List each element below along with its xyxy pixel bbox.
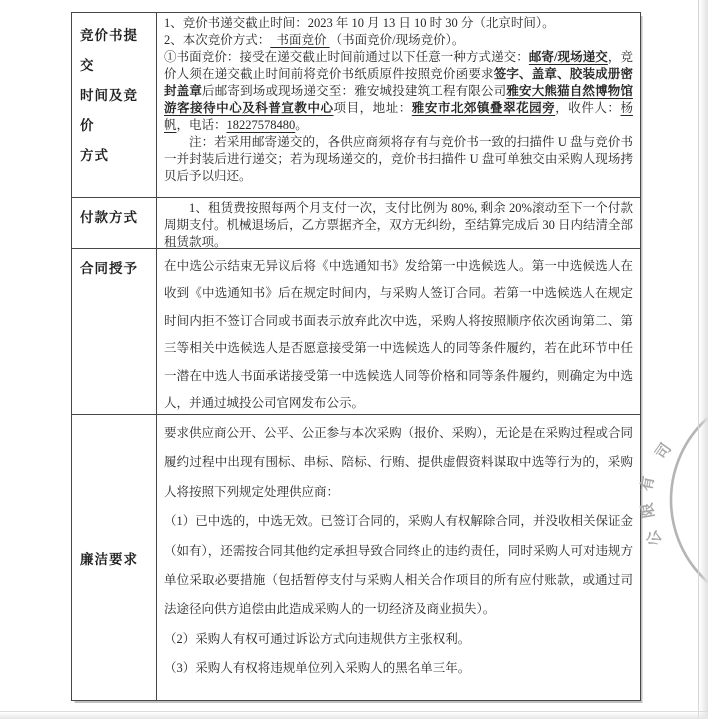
row-label-line: 时间及竞价	[80, 88, 138, 133]
paragraph-payment-terms: 1、租赁费按照每两个月支付一次，支付比例为 80%, 剩余 20%滚动至下一个付款周期支付。机械退场后，乙方票据齐全，双方无纠纷，至结算完成后 30 日内结清全部租赁款项。	[164, 201, 633, 249]
row-label-payment	[72, 198, 157, 248]
row-content-payment	[157, 198, 640, 248]
seal-char: 限	[639, 501, 658, 520]
seal-char: 公	[644, 526, 666, 548]
bold-text-run: 签字、盖章、胶装成册密封盖章	[164, 67, 633, 98]
row-label-line: 廉洁要求	[80, 551, 138, 567]
text-run: ，收件人：	[555, 101, 621, 115]
row-label-integrity	[72, 415, 157, 700]
paragraph-written-bid-details	[164, 49, 633, 134]
row-content-contract-award	[157, 249, 640, 414]
table-row-integrity	[72, 414, 640, 700]
paragraph-integrity-rule-3: （3）采购人有权将违规单位列入采购人的黑名单三年。	[164, 661, 471, 676]
underlined-text-run: 邮寄/现场递交	[528, 50, 608, 64]
underlined-text-run: 雅安大熊猫自然博物馆游客接待中心及科普宣教中心	[164, 84, 633, 115]
scan-edge-right	[698, 0, 708, 719]
seal-char: 有	[639, 475, 658, 493]
row-label-line: 竞价书提交	[80, 28, 138, 73]
scan-edge-bottom	[0, 711, 708, 719]
text-run: ，竞价人须在递交截止时间前将竞价书纸质原件按照竞价函要求	[164, 50, 633, 81]
table-row-bid-submission	[72, 13, 640, 197]
text-run: 后邮寄到场或现场递交至：雅安城投建筑工程有限公司	[202, 84, 507, 98]
paragraph-integrity-rule-1: （1）已中选的，中选无效。已签订合同的，采购人有权解除合同，并没收相关保证金（如有），还需按合同其他约定承担导致合同终止的违约责任，同时采购人可对违规方单位采取必要措施（包括暂停支付与采购人相关合作项目的所有应付账款，或通过司法途径向供方追偿由此造成采购人的一切经济及商业损失）。	[164, 514, 633, 617]
text-run: 2、本次竞价方式：	[164, 33, 271, 47]
text-run: 。	[295, 118, 308, 132]
table-row-contract-award	[72, 248, 640, 414]
paragraph-bid-method	[164, 32, 633, 49]
row-content-bid-submission	[157, 13, 640, 197]
seal-char: 司	[653, 440, 675, 463]
paragraph-award-process: 在中选公示结束无异议后将《中选通知书》发给第一中选候选人。第一中选候选人在收到《中选通知书》后在规定时间内，与采购人签订合同。若第一中选候选人在规定时间内拒不签订合同或书面表示放弃此次中选，采购人将按照顺序依次函询第二、第三等相关中选候选人是否愿意接受第一中选候选人的同等条件履约，若在此环节中任一潜在中选人书面承诺接受第一中选候选人同等价格和同等条件履约，则确定为中选人，并通过城投公司官网发布公示。	[164, 259, 633, 411]
row-label-bid-submission	[72, 13, 157, 197]
paragraph-deadline: 1、竞价书递交截止时间：2023 年 10 月 13 日 10 时 30 分（北京时间）。	[164, 16, 555, 30]
underlined-text-run: 18227578480	[226, 118, 296, 132]
procurement-terms-table	[71, 12, 641, 701]
paragraph-note: 注：若采用邮寄递交的，各供应商须将存有与竞价书一致的扫描件 U 盘与竞价书一并封装后进行递交；若为现场递交的，竞价书扫描件 U 盘可单独交由采购人现场拷贝后予以归还。	[164, 135, 633, 183]
paragraph-integrity-rule-2: （2）采购人有权可通过诉讼方式向违规供方主张权利。	[164, 631, 471, 646]
paragraph-integrity-intro: 要求供应商公开、公平、公正参与本次采购（报价、采购），无论是在采购过程或合同履约过程中出现有围标、串标、陪标、行贿、提供虚假资料谋取中选等行为的，采购人将按照下列规定处理供应商：	[164, 426, 633, 499]
text-run: ①书面竞价：接受在递交截止时间前通过以下任意一种方式递交：	[164, 50, 529, 64]
underlined-text-run: 雅安市北郊镇叠翠花园旁	[411, 101, 556, 115]
text-run: 项目，地址：	[333, 101, 412, 115]
row-label-line: 合同授予	[80, 261, 138, 276]
text-run: （书面竞价/现场竞价）。	[329, 33, 465, 47]
row-label-contract-award	[72, 249, 157, 414]
row-label-line: 付款方式	[80, 210, 138, 225]
row-label-line: 方式	[80, 148, 109, 163]
row-content-integrity	[157, 415, 640, 700]
underlined-text-run: 杨帆	[164, 101, 633, 132]
table-row-payment	[72, 197, 640, 248]
underlined-text-run: 书面竞价	[270, 33, 330, 47]
text-run: ，电话：	[176, 118, 227, 132]
